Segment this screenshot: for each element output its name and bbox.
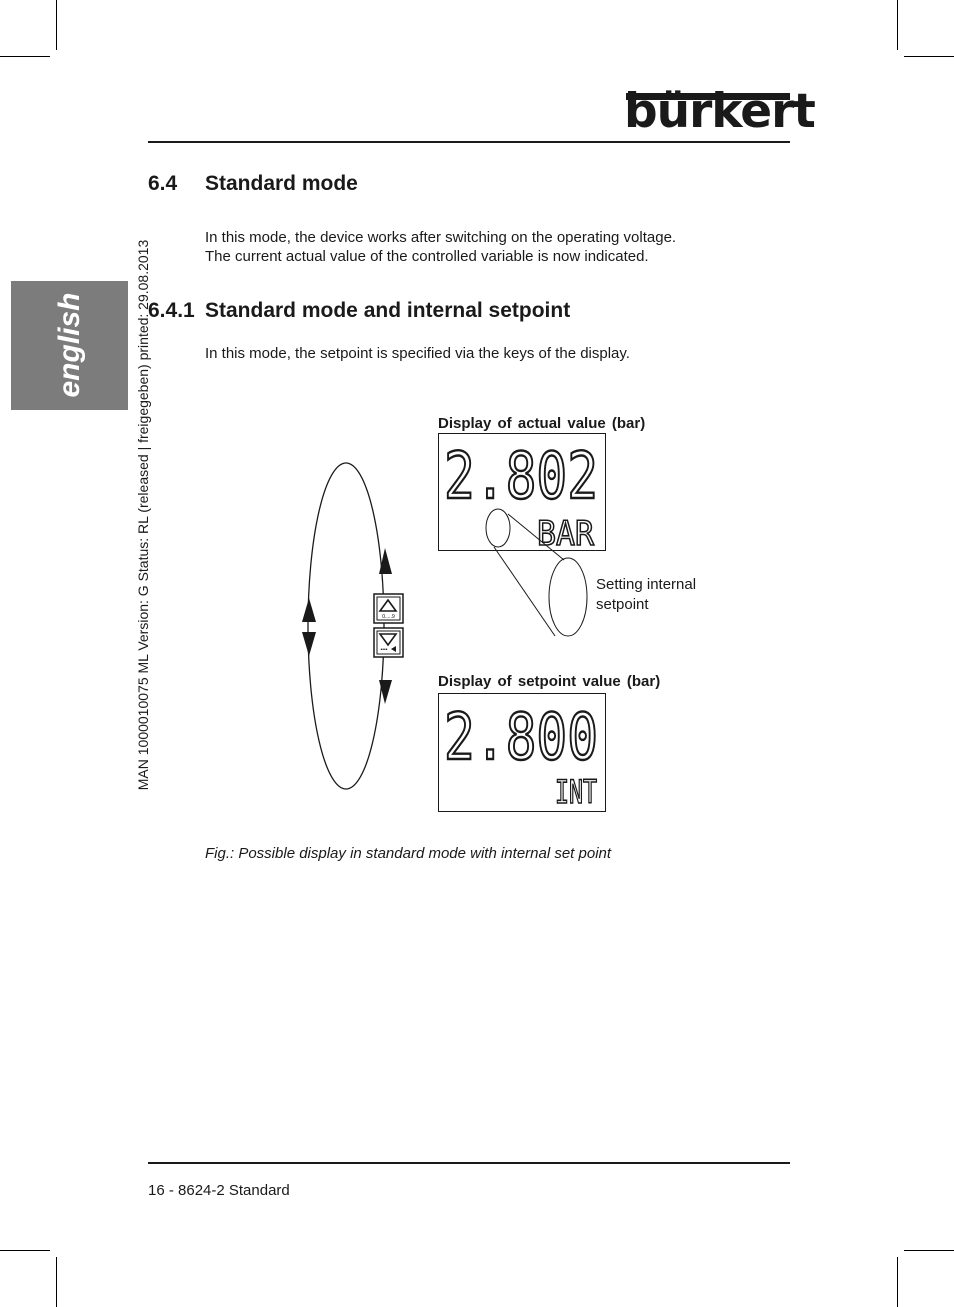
key-down-button <box>374 628 403 657</box>
language-tab-label: english <box>53 292 86 398</box>
section-title: Standard mode <box>205 172 358 195</box>
section-body-line-1: In this mode, the device works after switching on the operating voltage. <box>205 229 677 246</box>
actual-value-display <box>439 434 606 555</box>
arrow-down-icon <box>302 632 316 656</box>
document-info: MAN 1000010075 ML Version: G Status: RL (released | freigegeben) printed: 29.08.2013 <box>135 239 151 791</box>
subsection-title: Standard mode and internal setpoint <box>205 299 571 322</box>
key-up-label: 0.....9 <box>382 614 395 620</box>
footer-rule <box>148 1162 790 1164</box>
section-body-line-2: The current actual value of the controlled variable is now indicated. <box>205 248 649 265</box>
setpoint-unit-readout: INT <box>555 773 597 811</box>
actual-value-readout: 2.802 <box>444 440 598 514</box>
actual-value-label: Display of actual value (bar) <box>438 415 646 432</box>
subsection-number: 6.4.1 <box>148 299 195 322</box>
key-up-button <box>374 594 403 623</box>
brand-logo: bürkert <box>624 84 815 139</box>
setting-note: Setting internal setpoint <box>596 576 697 613</box>
page-footer: 16 - 8624-2 Standard <box>148 1182 290 1199</box>
zoom-ellipse <box>549 558 587 636</box>
arrow-up-icon <box>302 598 316 622</box>
cycle-loop <box>308 463 384 789</box>
setpoint-value-label: Display of setpoint value (bar) <box>438 673 661 690</box>
zoom-line <box>494 547 555 636</box>
key-down-label: •••• <box>380 647 388 653</box>
figure-caption: Fig.: Possible display in standard mode with internal set point <box>205 845 612 862</box>
section-number: 6.4 <box>148 172 178 195</box>
subsection-body: In this mode, the setpoint is specified via the keys of the display. <box>205 345 630 362</box>
setpoint-value-readout: 2.800 <box>444 701 598 775</box>
actual-unit-readout: BAR <box>537 514 595 554</box>
setpoint-value-display <box>439 694 606 812</box>
